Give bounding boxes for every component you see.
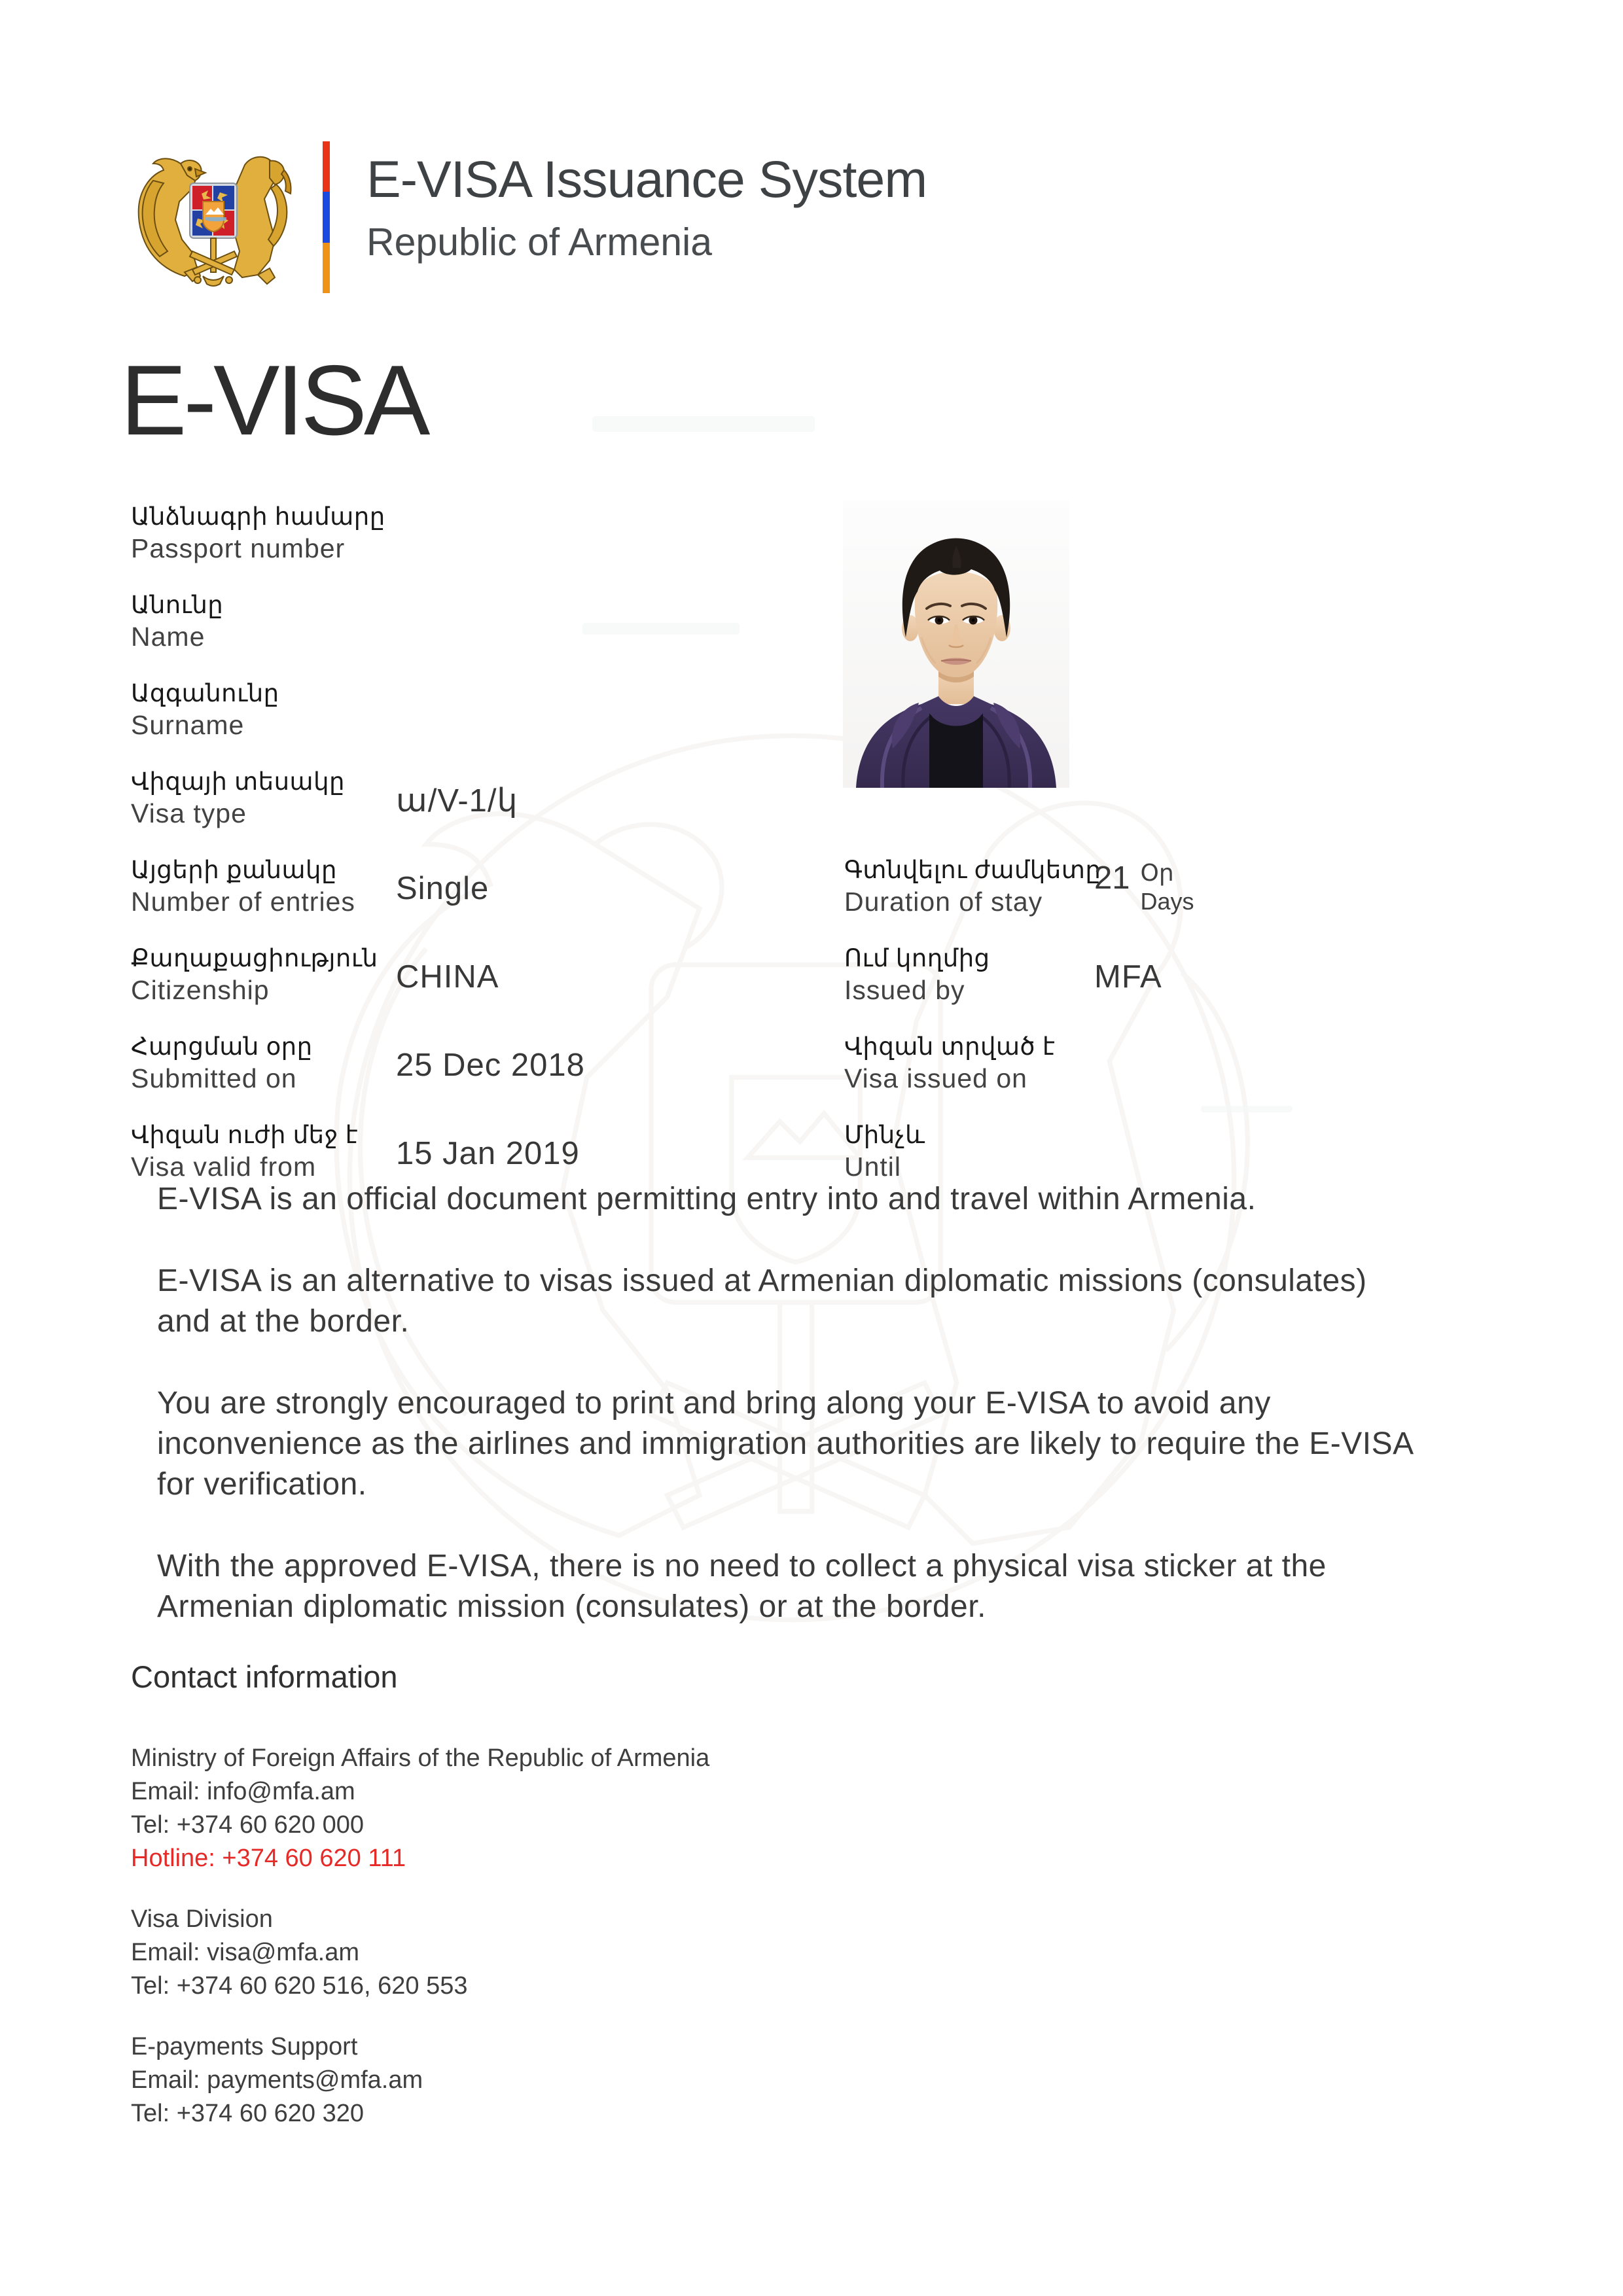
contact-tel: Tel: +374 60 620 516, 620 553 bbox=[131, 1972, 468, 2000]
field-row-citizenship bbox=[131, 943, 838, 1007]
field-label-en: Until bbox=[844, 1152, 902, 1182]
field-label-en: Visa issued on bbox=[844, 1063, 1027, 1093]
redacted-area bbox=[592, 416, 815, 432]
field-label-en: Surname bbox=[131, 710, 245, 740]
field-row-until bbox=[844, 1120, 1433, 1184]
field-label-en: Visa type bbox=[131, 798, 247, 828]
field-row-passport-number bbox=[131, 501, 838, 565]
contact-information-block bbox=[131, 1742, 1047, 2158]
field-value: CHINA bbox=[396, 959, 499, 995]
contact-tel: Tel: +374 60 620 000 bbox=[131, 1811, 365, 1839]
field-label-en: Passport number bbox=[131, 533, 346, 563]
field-row-issued-by bbox=[844, 943, 1433, 1007]
contact-group-visa-division bbox=[131, 1903, 1047, 2003]
field-row-visa-type bbox=[131, 766, 838, 830]
contact-hotline: Hotline: +374 60 620 111 bbox=[131, 1845, 406, 1872]
flag-blue-segment bbox=[323, 192, 330, 242]
field-label-en: Duration of stay bbox=[844, 887, 1043, 917]
system-title: E-VISA Issuance System bbox=[366, 150, 927, 208]
info-paragraph: With the approved E-VISA, there is no need to collect a physical visa sticker at the Armenian diplomatic mission (consulates) or at the border. bbox=[157, 1549, 1327, 1624]
contact-email: Email: payments@mfa.am bbox=[131, 2066, 423, 2094]
contact-group-mfa bbox=[131, 1742, 1047, 1875]
armenia-coat-of-arms-icon bbox=[130, 141, 296, 294]
field-value: 15 Jan 2019 bbox=[396, 1136, 580, 1171]
contact-tel: Tel: +374 60 620 320 bbox=[131, 2100, 365, 2127]
field-value: MFA bbox=[1094, 959, 1162, 995]
info-paragraphs bbox=[157, 1179, 1427, 1669]
contact-email: Email: info@mfa.am bbox=[131, 1778, 355, 1805]
field-label-en: Name bbox=[131, 622, 205, 652]
field-label-hy: Հարցման օրը bbox=[131, 1033, 313, 1060]
field-label-hy: Գտնվելու ժամկետը bbox=[844, 857, 1101, 883]
duration-value: 21 bbox=[1094, 860, 1130, 896]
field-row-visa-issued-on bbox=[844, 1031, 1433, 1095]
field-label-hy: Ում կողմից bbox=[844, 945, 990, 972]
field-label-en: Submitted on bbox=[131, 1063, 297, 1093]
field-row-number-of-entries bbox=[131, 855, 838, 919]
field-row-surname bbox=[131, 678, 838, 742]
duration-unit-hy: Օր bbox=[1140, 859, 1174, 886]
info-paragraph: E-VISA is an alternative to visas issued at Armenian diplomatic missions (consulates) and at the border. bbox=[157, 1263, 1367, 1339]
duration-value-group bbox=[1094, 858, 1194, 916]
field-row-duration-of-stay bbox=[844, 855, 1433, 919]
info-paragraph: E-VISA is an official document permitting entry into and travel within Armenia. bbox=[157, 1182, 1257, 1216]
field-value: ա/V-1/կ bbox=[396, 783, 518, 819]
field-label-en: Number of entries bbox=[131, 887, 355, 917]
field-label-en: Citizenship bbox=[131, 975, 270, 1005]
redacted-area bbox=[1201, 1106, 1293, 1112]
contact-line: Ministry of Foreign Affairs of the Republic of Armenia bbox=[131, 1744, 710, 1772]
contact-group-epayments bbox=[131, 2030, 1047, 2130]
system-subtitle: Republic of Armenia bbox=[366, 221, 713, 264]
field-label-hy: Ազգանունը bbox=[131, 680, 279, 707]
field-row-visa-valid-from bbox=[131, 1120, 838, 1184]
page-title: E-VISA bbox=[120, 345, 427, 456]
field-label-hy: Վիզան տրված է bbox=[844, 1033, 1056, 1060]
field-label-hy: Այցերի քանակը bbox=[131, 857, 337, 883]
info-paragraph: You are strongly encouraged to print and bring along your E-VISA to avoid any inconvenience as the airlines and immigration authorities are likely to require the E-VISA for verification. bbox=[157, 1386, 1412, 1502]
contact-line: E-payments Support bbox=[131, 2033, 358, 2060]
flag-red-segment bbox=[323, 141, 330, 192]
contact-email: Email: visa@mfa.am bbox=[131, 1939, 359, 1966]
field-row-name bbox=[131, 590, 838, 654]
field-row-submitted-on bbox=[131, 1031, 838, 1095]
applicant-portrait-photo bbox=[843, 500, 1069, 788]
field-label-en: Visa valid from bbox=[131, 1152, 317, 1182]
field-label-hy: Վիզայի տեսակը bbox=[131, 768, 345, 795]
field-value: 25 Dec 2018 bbox=[396, 1048, 585, 1083]
contact-line: Visa Division bbox=[131, 1905, 273, 1933]
duration-unit-en: Days bbox=[1140, 888, 1194, 915]
field-label-hy: Անձնագրի համարը bbox=[131, 503, 385, 530]
contact-information-heading: Contact information bbox=[131, 1659, 398, 1694]
field-label-hy: Վիզան ուժի մեջ է bbox=[131, 1122, 359, 1148]
duration-unit bbox=[1141, 858, 1194, 916]
flag-orange-segment bbox=[323, 243, 330, 293]
field-label-en: Issued by bbox=[844, 975, 965, 1005]
field-label-hy: Մինչև bbox=[844, 1122, 925, 1148]
armenian-flag-bar bbox=[323, 141, 330, 293]
field-label-hy: Անունը bbox=[131, 592, 224, 618]
field-value: Single bbox=[396, 871, 490, 906]
field-label-hy: Քաղաքացիություն bbox=[131, 945, 378, 972]
